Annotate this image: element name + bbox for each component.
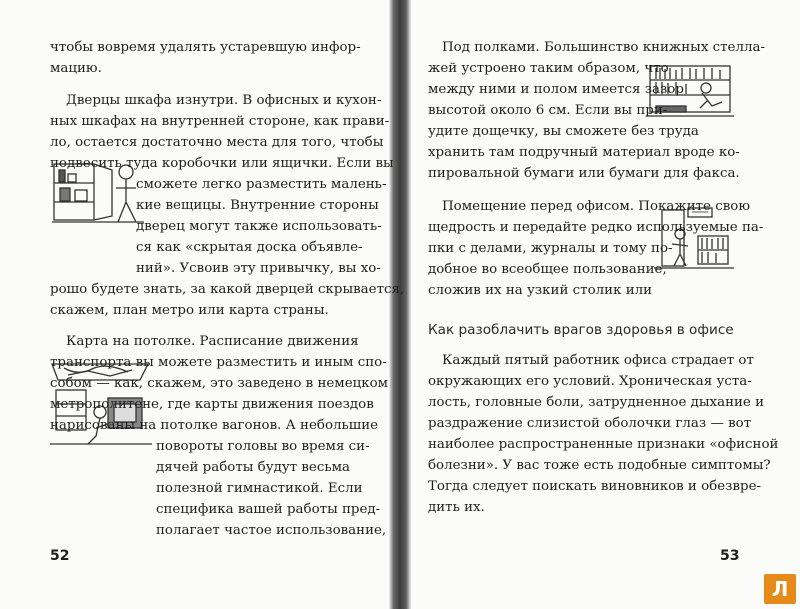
text-line: подвесить туда коробочки или ящички. Если вы (50, 156, 394, 171)
text-line: ся как «скрытая доска объявле- (136, 240, 363, 255)
text-line: Под полками. Большинство книжных стелла- (442, 40, 765, 55)
text-line: болезни». У вас тоже есть подобные симптомы? (428, 458, 771, 473)
text-line: сможете легко разместить малень- (136, 177, 387, 192)
text-line: специфика вашей работы пред- (156, 502, 381, 517)
text-line: добное во всеобщее пользование, (428, 262, 667, 277)
text-line: ло, остается достаточно места для того, чтобы (50, 135, 384, 150)
text-line: полезной гимнастикой. Если (156, 481, 363, 496)
text-line: пки с делами, журналы и тому по- (428, 241, 673, 256)
text-line: скажем, план метро или карта страны. (50, 303, 329, 318)
text-line: пировальной бумаги или бумаги для факса. (428, 166, 740, 181)
text-line: транспорта вы можете разместить и иным спо- (50, 355, 387, 370)
text-line: Карта на потолке. Расписание движения (66, 334, 359, 349)
text-line: высотой около 6 см. Если вы при- (428, 103, 668, 118)
text-line: жей устроено таким образом, что (428, 61, 669, 76)
text-line: дить их. (428, 500, 485, 515)
text-line: дячей работы будут весьма (156, 460, 351, 475)
text-line: ных шкафах на внутренней стороне, как прави- (50, 114, 390, 129)
text-line: раздражение слизистой оболочки глаз — вот (428, 416, 752, 431)
text-line: дверец могут также использовать- (136, 219, 382, 234)
text-line: Каждый пятый работник офиса страдает от (442, 353, 754, 368)
text-line: мацию. (50, 61, 102, 76)
text-line: удите дощечку, вы сможете без труда (428, 124, 699, 139)
book-gutter (389, 0, 411, 609)
text-line: повороты головы во время си- (156, 439, 370, 454)
text-line: лость, головные боли, затрудненное дыхание и (428, 395, 765, 410)
text-line: Помещение перед офисом. Покажите свою (442, 199, 750, 214)
text-line: ний». Усвоив эту привычку, вы хо- (136, 261, 381, 276)
text-line: кие вещицы. Внутренние стороны (136, 198, 379, 213)
text-line: чтобы вовремя удалять устаревшую инфор- (50, 40, 361, 55)
text-line: наиболее распространенные признаки «офисной (428, 437, 779, 452)
text-line: собом — как, скажем, это заведено в немецком (50, 376, 389, 391)
text-line: между ними и полом имеется зазор (428, 82, 684, 97)
text-line: Тогда следует поискать виновников и обезвре- (428, 479, 762, 494)
text-line: щедрость и передайте редко используемые па- (428, 220, 764, 235)
text-line: рошо будете знать, за какой дверцей скрывается, (50, 282, 405, 297)
page-number-right: 53 (720, 548, 740, 564)
text-line: метрополитене, где карты движения поездов (50, 397, 374, 412)
text-line: нарисованы на потолке вагонов. А небольшие (50, 418, 379, 433)
text-line: сложив их на узкий столик или (428, 283, 653, 298)
text-line: полагает частое использование, (156, 523, 387, 538)
text-line: окружающих его условий. Хроническая уста- (428, 374, 752, 389)
publisher-logo: Л (764, 574, 796, 604)
text-line: хранить там подручный материал вроде ко- (428, 145, 740, 160)
section-heading: Как разоблачить врагов здоровья в офисе (428, 322, 734, 338)
page-number-left: 52 (50, 548, 70, 564)
text-line: Дверцы шкафа изнутри. В офисных и кухон- (66, 93, 382, 108)
